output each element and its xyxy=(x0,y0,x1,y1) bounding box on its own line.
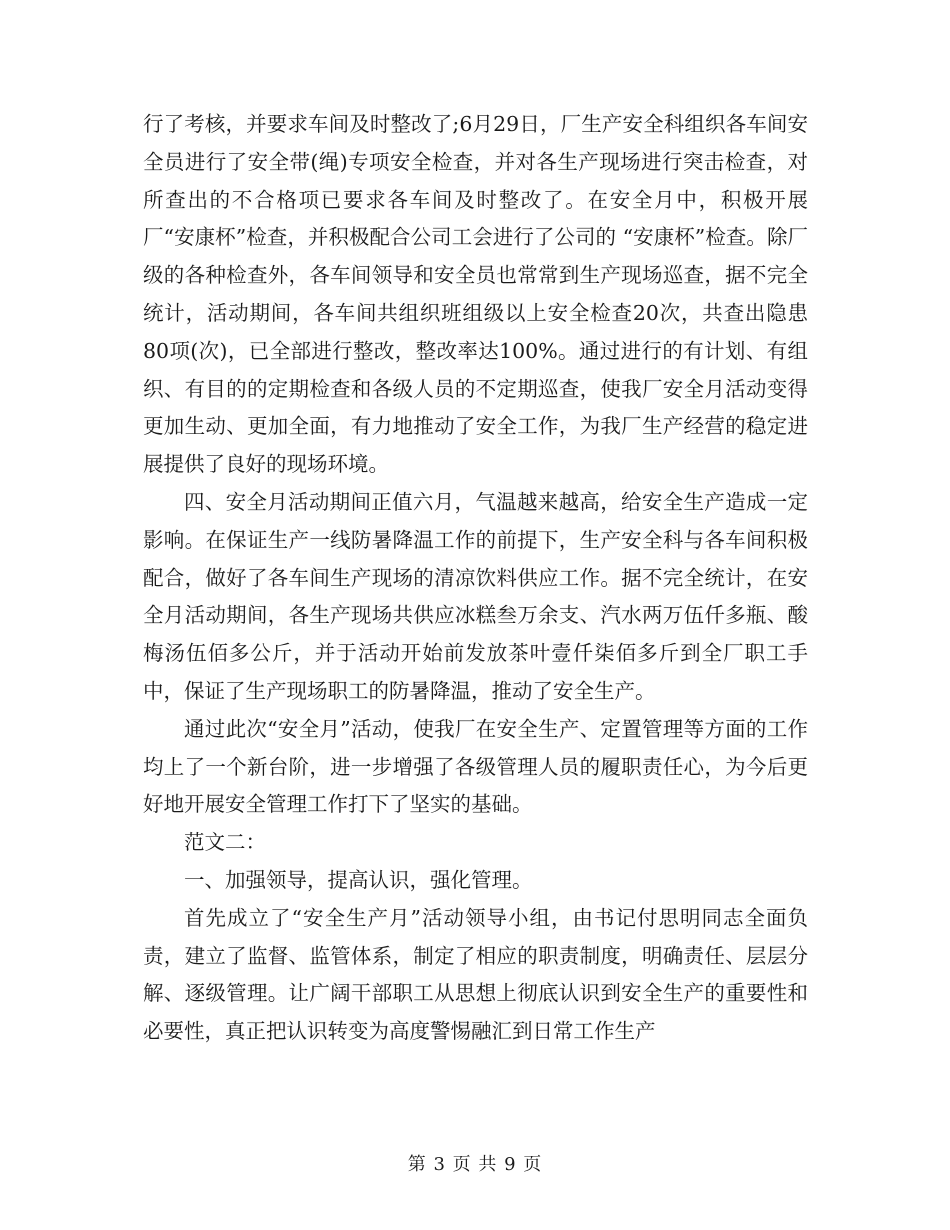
section-heading-leadership: 一、加强领导，提高认识，强化管理。 xyxy=(184,867,533,892)
paragraph-inspection-results: 行了考核，并要求车间及时整改了;6月29日，厂生产安全科组织各车间安全员进行了安全带(绳)专项安全检查，并对各生产现场进行突击检查，对所查出的不合格项已要求各车间及时整改了。在安全月中，积极开展厂“安康杯”检查，并积极配合公司工会进行了公司的 “安康杯”检查。除厂级的各种检查外，各车间领导和安全员也常常到生产现场巡查，据不完全统计，活动期间，各车间共组织班组级以上安全检查20次，共查出隐患80项(次)，已全部进行整改，整改率达100%。通过进行的有计划、有组织、有目的的定期检查和各级人员的不定期巡查，使我厂安全月活动变得更加生动、更加全面，有力地推动了安全工作，为我厂生产经营的稳定进展提供了良好的现场环境。 xyxy=(143,112,808,477)
paragraph-heat-prevention: 四、安全月活动期间正值六月，气温越来越高，给安全生产造成一定影响。在保证生产一线防暑降温工作的前提下，生产安全科与各车间积极配合，做好了各车间生产现场的清凉饮料供应工作。据不完全统计，在安全月活动期间，各生产现场共供应冰糕叁万余支、汽水两万伍仟多瓶、酸梅汤伍佰多公斤，并于活动开始前发放茶叶壹仟柒佰多斤到全厂职工手中，保证了生产现场职工的防暑降温，推动了安全生产。 xyxy=(143,489,808,703)
document-body xyxy=(143,106,808,1051)
paragraph-leadership-group: 首先成立了“安全生产月”活动领导小组，由书记付思明同志全面负责，建立了监督、监管体系，制定了相应的职责制度，明确责任、层层分解、逐级管理。让广阔干部职工从思想上彻底认识到安全生产的重要性和必要性，真正把认识转变为高度警惕融汇到日常工作生产 xyxy=(143,905,808,1044)
page-number-footer: 第 3 页 共 9 页 xyxy=(407,1154,543,1175)
paragraph-conclusion: 通过此次“安全月”活动，使我厂在安全生产、定置管理等方面的工作均上了一个新台阶，进一步增强了各级管理人员的履职责任心，为今后更好地开展安全管理工作打下了坚实的基础。 xyxy=(143,716,808,817)
section-heading-sample-two: 范文二： xyxy=(184,830,266,855)
